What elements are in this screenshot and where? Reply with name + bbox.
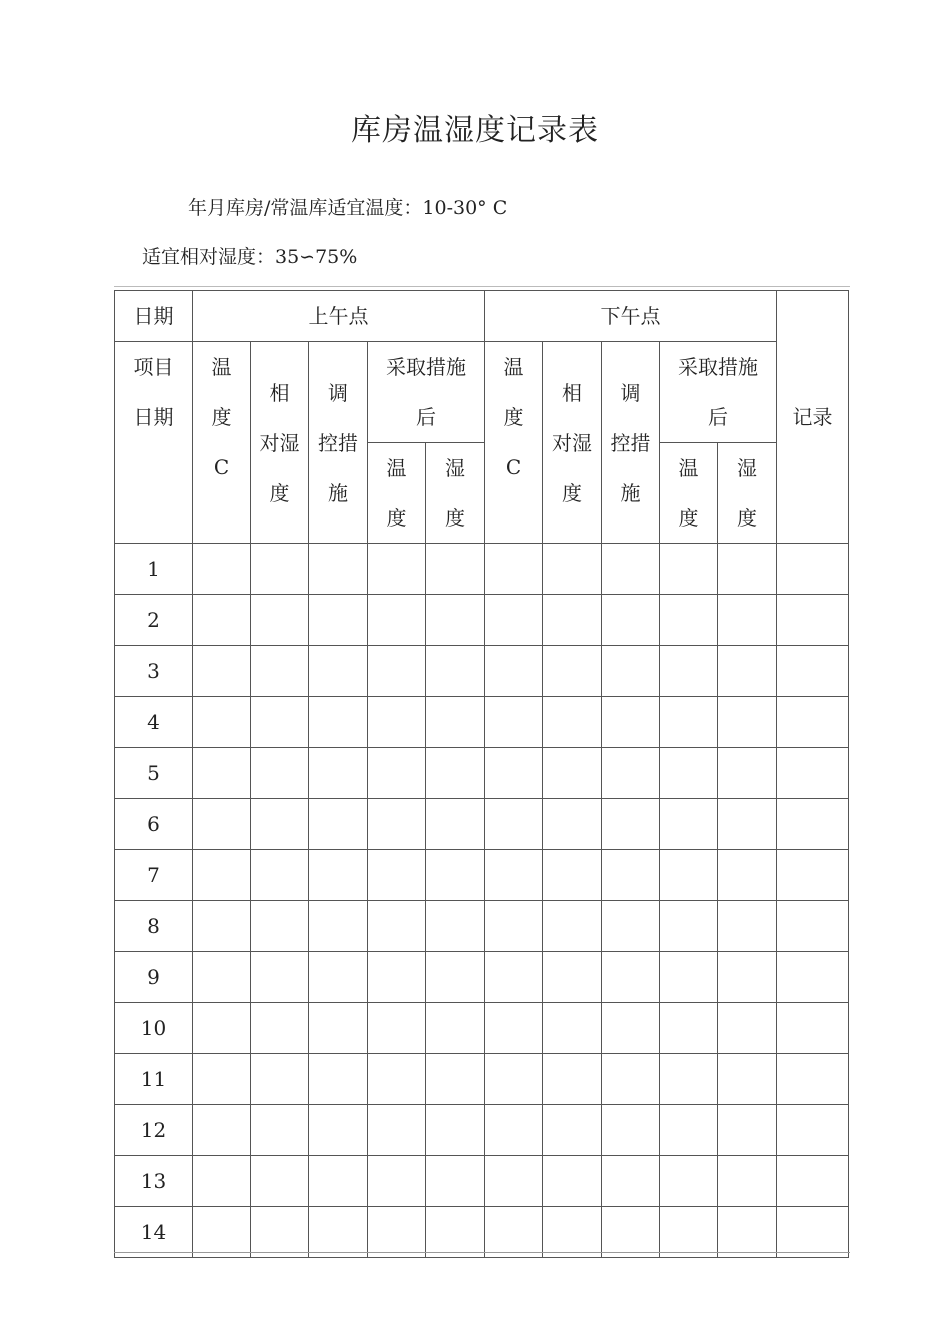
entry-cell[interactable] bbox=[543, 1003, 602, 1054]
entry-cell[interactable] bbox=[543, 1105, 602, 1156]
table-row bbox=[115, 1054, 849, 1105]
entry-cell[interactable] bbox=[777, 1156, 849, 1207]
entry-cell[interactable] bbox=[309, 1105, 368, 1156]
entry-cell[interactable] bbox=[660, 1105, 718, 1156]
entry-cell[interactable] bbox=[660, 850, 718, 901]
entry-cell[interactable] bbox=[718, 850, 777, 901]
entry-cell[interactable] bbox=[602, 544, 660, 595]
entry-cell[interactable] bbox=[251, 1156, 309, 1207]
entry-cell[interactable] bbox=[602, 952, 660, 1003]
entry-cell[interactable] bbox=[193, 1003, 251, 1054]
row-number: 10 bbox=[115, 1003, 193, 1054]
entry-cell[interactable] bbox=[777, 799, 849, 850]
entry-cell[interactable] bbox=[193, 748, 251, 799]
humidity-range-text: 适宜相对湿度：35∽75% bbox=[142, 246, 358, 268]
entry-cell[interactable] bbox=[251, 595, 309, 646]
entry-cell[interactable] bbox=[602, 748, 660, 799]
entry-cell[interactable] bbox=[368, 901, 426, 952]
entry-cell[interactable] bbox=[485, 595, 543, 646]
item-date-header: 项目 日期 bbox=[115, 342, 193, 544]
table-row bbox=[115, 1003, 849, 1054]
entry-cell[interactable] bbox=[368, 1105, 426, 1156]
afternoon-header: 下午点 bbox=[485, 291, 777, 342]
date-header: 日期 bbox=[115, 291, 193, 342]
entry-cell[interactable] bbox=[718, 748, 777, 799]
entry-cell[interactable] bbox=[309, 748, 368, 799]
entry-cell[interactable] bbox=[251, 901, 309, 952]
entry-cell[interactable] bbox=[660, 1054, 718, 1105]
entry-cell[interactable] bbox=[251, 544, 309, 595]
entry-cell[interactable] bbox=[485, 799, 543, 850]
row-number: 7 bbox=[115, 850, 193, 901]
entry-cell[interactable] bbox=[193, 901, 251, 952]
entry-cell[interactable] bbox=[368, 646, 426, 697]
row-number: 8 bbox=[115, 901, 193, 952]
entry-cell[interactable] bbox=[368, 799, 426, 850]
entry-cell[interactable] bbox=[251, 1054, 309, 1105]
entry-cell[interactable] bbox=[426, 799, 485, 850]
entry-cell[interactable] bbox=[309, 799, 368, 850]
entry-cell[interactable] bbox=[602, 901, 660, 952]
entry-cell[interactable] bbox=[251, 799, 309, 850]
row-number: 3 bbox=[115, 646, 193, 697]
entry-cell[interactable] bbox=[368, 952, 426, 1003]
entry-cell[interactable] bbox=[543, 901, 602, 952]
entry-cell[interactable] bbox=[309, 850, 368, 901]
pm-rh-header: 相 对湿 度 bbox=[543, 342, 602, 544]
entry-cell[interactable] bbox=[251, 850, 309, 901]
entry-cell[interactable] bbox=[660, 748, 718, 799]
entry-cell[interactable] bbox=[485, 697, 543, 748]
entry-cell[interactable] bbox=[660, 952, 718, 1003]
entry-cell[interactable] bbox=[718, 544, 777, 595]
entry-cell[interactable] bbox=[426, 646, 485, 697]
am-after-hum-header: 湿 度 bbox=[426, 443, 485, 544]
entry-cell[interactable] bbox=[777, 544, 849, 595]
entry-cell[interactable] bbox=[777, 1003, 849, 1054]
entry-cell[interactable] bbox=[543, 697, 602, 748]
entry-cell[interactable] bbox=[426, 1156, 485, 1207]
entry-cell[interactable] bbox=[368, 697, 426, 748]
entry-cell[interactable] bbox=[426, 901, 485, 952]
entry-cell[interactable] bbox=[193, 1105, 251, 1156]
entry-cell[interactable] bbox=[251, 1003, 309, 1054]
entry-cell[interactable] bbox=[718, 952, 777, 1003]
row-number: 12 bbox=[115, 1105, 193, 1156]
entry-cell[interactable] bbox=[251, 646, 309, 697]
table-top-edge bbox=[114, 286, 850, 287]
entry-cell[interactable] bbox=[718, 595, 777, 646]
entry-cell[interactable] bbox=[309, 1156, 368, 1207]
entry-cell[interactable] bbox=[193, 1156, 251, 1207]
entry-cell[interactable] bbox=[193, 799, 251, 850]
entry-cell[interactable] bbox=[602, 1054, 660, 1105]
entry-cell[interactable] bbox=[660, 1156, 718, 1207]
entry-cell[interactable] bbox=[543, 595, 602, 646]
entry-cell[interactable] bbox=[543, 544, 602, 595]
row-number: 1 bbox=[115, 544, 193, 595]
am-rh-header: 相 对湿 度 bbox=[251, 342, 309, 544]
entry-cell[interactable] bbox=[251, 1207, 309, 1258]
entry-cell[interactable] bbox=[543, 1054, 602, 1105]
entry-cell[interactable] bbox=[368, 1207, 426, 1258]
entry-cell[interactable] bbox=[660, 799, 718, 850]
entry-cell[interactable] bbox=[368, 1054, 426, 1105]
table-row bbox=[115, 952, 849, 1003]
table-row bbox=[115, 1207, 849, 1258]
entry-cell[interactable] bbox=[193, 544, 251, 595]
entry-cell[interactable] bbox=[718, 799, 777, 850]
entry-cell[interactable] bbox=[777, 697, 849, 748]
entry-cell[interactable] bbox=[193, 1054, 251, 1105]
entry-cell[interactable] bbox=[309, 646, 368, 697]
entry-cell[interactable] bbox=[368, 748, 426, 799]
table-row bbox=[115, 748, 849, 799]
entry-cell[interactable] bbox=[193, 850, 251, 901]
entry-cell[interactable] bbox=[602, 850, 660, 901]
entry-cell[interactable] bbox=[426, 748, 485, 799]
storage-temp-range-text: 年月库房/常温库适宜温度：10-30° C bbox=[188, 197, 508, 219]
entry-cell[interactable] bbox=[426, 1003, 485, 1054]
entry-cell[interactable] bbox=[251, 748, 309, 799]
entry-cell[interactable] bbox=[718, 901, 777, 952]
entry-cell[interactable] bbox=[193, 952, 251, 1003]
am-temp-header: 温 度 C bbox=[193, 342, 251, 544]
pm-temp-header: 温 度 C bbox=[485, 342, 543, 544]
entry-cell[interactable] bbox=[602, 697, 660, 748]
entry-cell[interactable] bbox=[543, 1207, 602, 1258]
entry-cell[interactable] bbox=[426, 595, 485, 646]
table-row bbox=[115, 901, 849, 952]
entry-cell[interactable] bbox=[543, 952, 602, 1003]
entry-cell[interactable] bbox=[368, 1003, 426, 1054]
page-title: 库房温湿度记录表 bbox=[351, 113, 599, 148]
entry-cell[interactable] bbox=[485, 952, 543, 1003]
entry-cell[interactable] bbox=[426, 697, 485, 748]
entry-cell[interactable] bbox=[660, 1207, 718, 1258]
row-number: 6 bbox=[115, 799, 193, 850]
pm-after-measures-header: 采取措施 后 bbox=[660, 342, 777, 443]
entry-cell[interactable] bbox=[251, 952, 309, 1003]
entry-cell[interactable] bbox=[777, 1054, 849, 1105]
entry-cell[interactable] bbox=[660, 697, 718, 748]
record-table bbox=[114, 290, 849, 1258]
entry-cell[interactable] bbox=[602, 1003, 660, 1054]
entry-cell[interactable] bbox=[193, 1207, 251, 1258]
entry-cell[interactable] bbox=[485, 850, 543, 901]
pm-after-hum-header: 湿 度 bbox=[718, 443, 777, 544]
entry-cell[interactable] bbox=[777, 901, 849, 952]
entry-cell[interactable] bbox=[193, 697, 251, 748]
am-after-temp-header: 温 度 bbox=[368, 443, 426, 544]
entry-cell[interactable] bbox=[485, 901, 543, 952]
entry-cell[interactable] bbox=[543, 850, 602, 901]
table-row bbox=[115, 799, 849, 850]
entry-cell[interactable] bbox=[660, 1003, 718, 1054]
entry-cell[interactable] bbox=[309, 1054, 368, 1105]
entry-cell[interactable] bbox=[309, 1207, 368, 1258]
row-number: 2 bbox=[115, 595, 193, 646]
entry-cell[interactable] bbox=[426, 952, 485, 1003]
entry-cell[interactable] bbox=[777, 646, 849, 697]
entry-cell[interactable] bbox=[777, 952, 849, 1003]
entry-cell[interactable] bbox=[309, 697, 368, 748]
entry-cell[interactable] bbox=[368, 544, 426, 595]
entry-cell[interactable] bbox=[368, 1156, 426, 1207]
entry-cell[interactable] bbox=[543, 799, 602, 850]
entry-cell[interactable] bbox=[602, 1105, 660, 1156]
morning-header: 上午点 bbox=[193, 291, 485, 342]
entry-cell[interactable] bbox=[426, 850, 485, 901]
entry-cell[interactable] bbox=[602, 799, 660, 850]
entry-cell[interactable] bbox=[777, 1207, 849, 1258]
table-bottom-edge bbox=[114, 1252, 850, 1253]
entry-cell[interactable] bbox=[718, 1003, 777, 1054]
entry-cell[interactable] bbox=[309, 901, 368, 952]
entry-cell[interactable] bbox=[193, 595, 251, 646]
entry-cell[interactable] bbox=[777, 850, 849, 901]
entry-cell[interactable] bbox=[718, 1156, 777, 1207]
entry-cell[interactable] bbox=[602, 1207, 660, 1258]
entry-cell[interactable] bbox=[309, 952, 368, 1003]
table-row bbox=[115, 697, 849, 748]
table-row bbox=[115, 646, 849, 697]
entry-cell[interactable] bbox=[309, 1003, 368, 1054]
table-row bbox=[115, 850, 849, 901]
entry-cell[interactable] bbox=[368, 850, 426, 901]
am-after-measures-header: 采取措施 后 bbox=[368, 342, 485, 443]
pm-control-header: 调 控措 施 bbox=[602, 342, 660, 544]
entry-cell[interactable] bbox=[485, 1105, 543, 1156]
row-number: 4 bbox=[115, 697, 193, 748]
entry-cell[interactable] bbox=[485, 1054, 543, 1105]
entry-cell[interactable] bbox=[193, 646, 251, 697]
entry-cell[interactable] bbox=[718, 697, 777, 748]
entry-cell[interactable] bbox=[485, 748, 543, 799]
entry-cell[interactable] bbox=[777, 748, 849, 799]
entry-cell[interactable] bbox=[777, 595, 849, 646]
entry-cell[interactable] bbox=[660, 544, 718, 595]
entry-cell[interactable] bbox=[718, 1207, 777, 1258]
entry-cell[interactable] bbox=[485, 544, 543, 595]
entry-cell[interactable] bbox=[485, 1003, 543, 1054]
entry-cell[interactable] bbox=[718, 1105, 777, 1156]
row-number: 9 bbox=[115, 952, 193, 1003]
entry-cell[interactable] bbox=[718, 1054, 777, 1105]
entry-cell[interactable] bbox=[426, 1207, 485, 1258]
table-row bbox=[115, 1156, 849, 1207]
row-number: 14 bbox=[115, 1207, 193, 1258]
entry-cell[interactable] bbox=[602, 1156, 660, 1207]
entry-cell[interactable] bbox=[718, 646, 777, 697]
entry-cell[interactable] bbox=[602, 595, 660, 646]
entry-cell[interactable] bbox=[426, 1105, 485, 1156]
entry-cell[interactable] bbox=[485, 1156, 543, 1207]
table-row bbox=[115, 544, 849, 595]
table-row bbox=[115, 595, 849, 646]
entry-cell[interactable] bbox=[309, 544, 368, 595]
entry-cell[interactable] bbox=[368, 595, 426, 646]
entry-cell[interactable] bbox=[543, 646, 602, 697]
am-control-header: 调 控措 施 bbox=[309, 342, 368, 544]
entry-cell[interactable] bbox=[426, 544, 485, 595]
row-number: 5 bbox=[115, 748, 193, 799]
entry-cell[interactable] bbox=[485, 646, 543, 697]
entry-cell[interactable] bbox=[660, 901, 718, 952]
entry-cell[interactable] bbox=[543, 748, 602, 799]
row-number: 13 bbox=[115, 1156, 193, 1207]
entry-cell[interactable] bbox=[660, 595, 718, 646]
entry-cell[interactable] bbox=[660, 646, 718, 697]
pm-after-temp-header: 温 度 bbox=[660, 443, 718, 544]
row-number: 11 bbox=[115, 1054, 193, 1105]
entry-cell[interactable] bbox=[251, 697, 309, 748]
entry-cell[interactable] bbox=[485, 1207, 543, 1258]
entry-cell[interactable] bbox=[251, 1105, 309, 1156]
entry-cell[interactable] bbox=[543, 1156, 602, 1207]
entry-cell[interactable] bbox=[309, 595, 368, 646]
entry-cell[interactable] bbox=[777, 1105, 849, 1156]
table-row bbox=[115, 1105, 849, 1156]
entry-cell[interactable] bbox=[426, 1054, 485, 1105]
record-header: 记录 bbox=[777, 291, 849, 544]
entry-cell[interactable] bbox=[602, 646, 660, 697]
